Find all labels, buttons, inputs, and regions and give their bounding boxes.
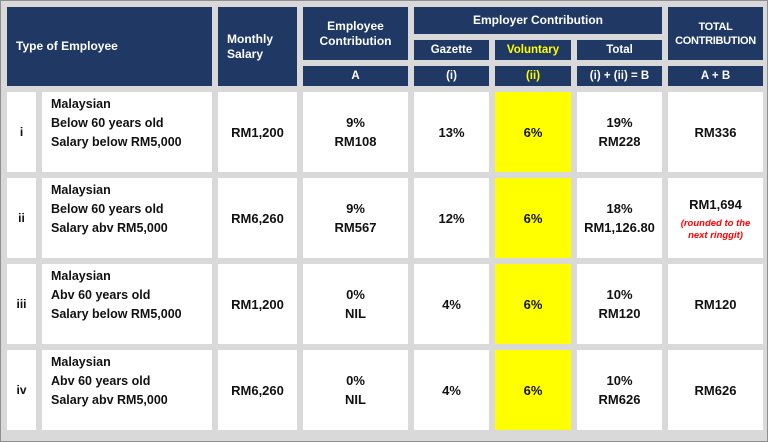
table-row-iv [7,350,763,430]
employee-contribution-cell [303,350,408,430]
employee-contribution-amt: NIL [345,306,366,321]
voluntary-cell: 6% [495,264,571,344]
employee-contribution-pct: 9% [346,115,365,130]
header-row-1 [7,7,763,34]
employee-type-cell [42,178,212,258]
employer-total-pct: 18% [606,201,633,216]
employer-total-amt: RM1,126.80 [584,220,655,235]
employee-contribution-amt: RM567 [334,220,377,235]
header-gazette: Gazette [414,40,489,60]
employer-total-cell [577,92,662,172]
table-row-iii [7,264,763,344]
employee-type-cell [42,350,212,430]
row-index: ii [7,178,36,258]
subheader-a-plus-b: A + B [668,66,763,86]
voluntary-cell: 6% [495,92,571,172]
rounding-note-line: (rounded to the [680,217,751,229]
employee-type-cell [42,264,212,344]
header-employer-contribution: Employer Contribution [414,7,662,34]
voluntary-cell: 6% [495,178,571,258]
employer-total-pct: 10% [606,287,633,302]
employee-type-line: Salary below RM5,000 [51,307,182,321]
monthly-salary-cell: RM6,260 [218,178,297,258]
grand-total-amount: RM1,694 [689,196,742,212]
employee-contribution-pct: 0% [346,373,365,388]
employee-type-line: Salary abv RM5,000 [51,393,168,407]
grand-total-cell: RM120 [668,264,763,344]
table-row-ii [7,178,763,258]
row-index: i [7,92,36,172]
employee-contribution-amt: RM108 [334,134,377,149]
employer-total-amt: RM228 [598,134,641,149]
monthly-salary-cell: RM6,260 [218,350,297,430]
employee-contribution-pct: 9% [346,201,365,216]
rounding-note-line: next ringgit) [688,229,743,241]
employee-type-line: Malaysian [51,183,111,197]
row-index: iv [7,350,36,430]
employee-type-line: Salary abv RM5,000 [51,221,168,235]
subheader-ii: (ii) [495,66,571,86]
employee-contribution-cell [303,92,408,172]
employee-type-cell [42,92,212,172]
employer-total-cell [577,264,662,344]
voluntary-cell: 6% [495,350,571,430]
monthly-salary-cell: RM1,200 [218,264,297,344]
employee-contribution-cell [303,178,408,258]
gazette-cell: 13% [414,92,489,172]
employee-type-line: Below 60 years old [51,116,164,130]
employer-total-amt: RM626 [598,392,641,407]
gazette-cell: 4% [414,350,489,430]
employer-total-pct: 10% [606,373,633,388]
gazette-cell: 4% [414,264,489,344]
contribution-rate-table [1,1,768,436]
header-employer-total: Total [577,40,662,60]
subheader-i-plus-ii-b: (i) + (ii) = B [577,66,662,86]
header-monthly-salary: Monthly Salary [218,7,297,86]
row-index: iii [7,264,36,344]
grand-total-cell: RM336 [668,92,763,172]
employee-contribution-cell [303,264,408,344]
header-total-contribution: TOTAL CONTRIBUTION [668,7,763,60]
grand-total-cell: RM626 [668,350,763,430]
rounding-note [668,218,763,242]
employer-total-cell [577,178,662,258]
subheader-a: A [303,66,408,86]
header-type-of-employee: Type of Employee [7,7,212,86]
employee-type-line: Abv 60 years old [51,374,151,388]
employee-type-line: Salary below RM5,000 [51,135,182,149]
header-voluntary: Voluntary [495,40,571,60]
employee-contribution-amt: NIL [345,392,366,407]
employee-type-line: Malaysian [51,269,111,283]
employee-type-line: Abv 60 years old [51,288,151,302]
employer-total-cell [577,350,662,430]
employee-type-line: Below 60 years old [51,202,164,216]
header-employee-contribution: Employee Contribution [303,7,408,60]
employer-total-pct: 19% [606,115,633,130]
employee-type-line: Malaysian [51,97,111,111]
grand-total-cell [668,178,763,258]
employer-total-amt: RM120 [598,306,641,321]
employee-type-line: Malaysian [51,355,111,369]
monthly-salary-cell: RM1,200 [218,92,297,172]
gazette-cell: 12% [414,178,489,258]
table-row-i [7,92,763,172]
subheader-i: (i) [414,66,489,86]
employee-contribution-pct: 0% [346,287,365,302]
